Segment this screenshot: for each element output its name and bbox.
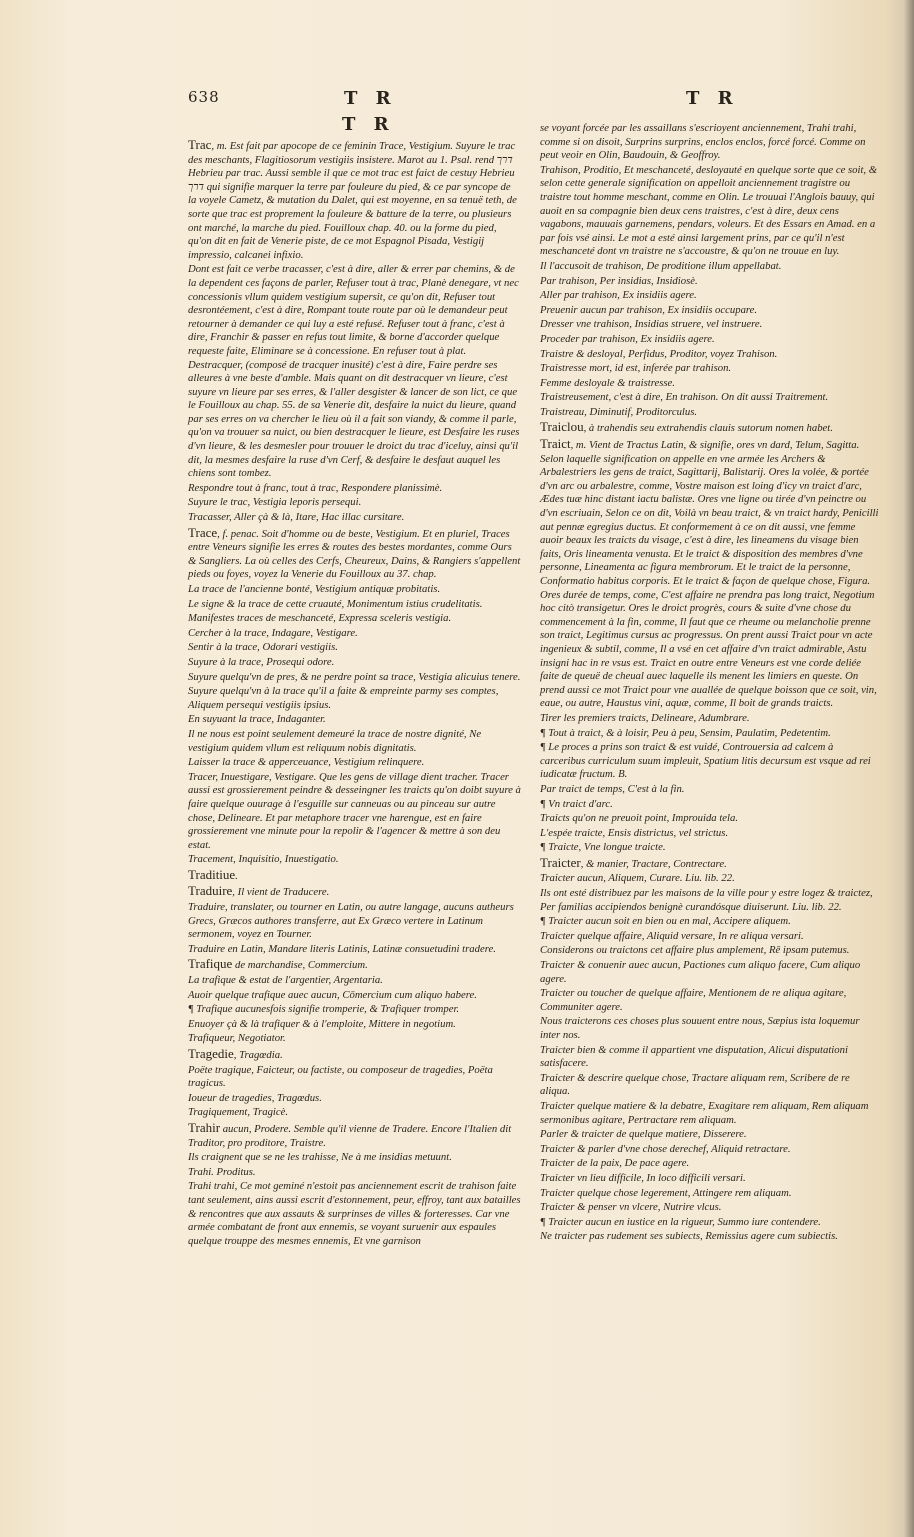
- entry-text: Par traict de temps, C'est à la fin.: [540, 782, 685, 795]
- entry-headword: Traicter: [540, 854, 581, 870]
- entry-text: Traicter & penser vn vlcere, Nutrire vlcus.: [540, 1201, 722, 1214]
- dictionary-entry: [540, 304, 880, 318]
- dictionary-entry: [540, 1172, 880, 1186]
- entry-text: Traicter quelque chose legerement, Attingere rem aliquam.: [540, 1186, 792, 1199]
- entry-headword: Trace: [188, 524, 218, 540]
- entry-text: Suyure quelqu'vn de pres, & ne perdre point sa trace, Vestigia alicuius tenere.: [188, 670, 521, 683]
- dictionary-entry: [540, 1015, 880, 1042]
- dictionary-entry: [540, 1072, 880, 1099]
- entry-text: Par trahison, Per insidias, Insidiosè.: [540, 274, 698, 287]
- dictionary-entry: [540, 841, 880, 855]
- entry-headword: Tragedie: [188, 1046, 234, 1061]
- entry-text: Traduire en Latin, Mandare literis Latinis, Latinæ consuetudini tradere.: [188, 942, 496, 955]
- entry-text: Ils ont esté distribuez par les maisons de la ville pour y estre logez & traictez, Per familias accipiendos benignè curandósque diuiserunt. Liu. lib. 22.: [540, 887, 873, 913]
- entry-text: Traistreau, Diminutif, Proditorculus.: [540, 405, 698, 418]
- dictionary-entry: [188, 771, 521, 853]
- dictionary-entry: [188, 957, 521, 973]
- dictionary-entry: [540, 1216, 880, 1230]
- entry-text: Il ne nous est point seulement demeuré la trace de nostre dignité, Ne vestigium quidem vllum est reliquum nobis dignitatis.: [188, 727, 482, 754]
- entry-text: Parler & traicter de quelque matiere, Disserere.: [540, 1128, 747, 1141]
- dictionary-entry: [188, 482, 521, 496]
- entry-text: Tirer les premiers traicts, Delineare, Adumbrare.: [540, 711, 750, 724]
- entry-text: Suyure quelqu'vn à la trace qu'il a faite & empreinte parmy ses comptes, Aliquem persequi vestigiis ipsius.: [188, 685, 499, 711]
- dictionary-entry: [540, 122, 880, 163]
- entry-text: Tragiquement, Tragicè.: [188, 1106, 289, 1119]
- entry-text: Le signe & la trace de cette cruauté, Monimentum istius crudelitatis.: [188, 597, 483, 610]
- entry-text: Manifestes traces de meschanceté, Expressa sceleris vestigia.: [188, 612, 452, 625]
- entry-text: Sentir à la trace, Odorari vestigiis.: [188, 641, 338, 654]
- entry-text: ¶ Traicter aucun en iustice en la rigueur, Summo iure contendere.: [540, 1215, 821, 1228]
- dictionary-entry: [188, 868, 521, 884]
- dictionary-entry: [188, 1151, 521, 1165]
- dictionary-entry: [188, 627, 521, 641]
- right-column: [540, 122, 880, 1245]
- entry-text: Ioueur de tragedies, Tragœdus.: [188, 1091, 322, 1104]
- dictionary-entry: [188, 138, 521, 262]
- dictionary-entry: [540, 727, 880, 741]
- dictionary-entry: [540, 944, 880, 958]
- dictionary-entry: [540, 348, 880, 362]
- entry-text: Tracer, Inuestigare, Vestigare. Que les gens de village dient tracher. Tracer aussi est grossierement peindre & desseingner les traicts qu'on doibt suyure à faire quelque ouurage à l'esguille sur canneuas ou au pinceau sur autre chose, Delineare. Et par metaphore tracer vne harengue, est en faire grossierement vne minute pour la repolir & l'agencer & mettre à son deu estat.: [188, 770, 521, 851]
- dictionary-entry: [540, 872, 880, 886]
- entry-headword: Traict: [540, 436, 571, 452]
- dictionary-entry: [188, 583, 521, 597]
- dictionary-entry: [540, 1230, 880, 1244]
- entry-text: Preuenir aucun par trahison, Ex insidiis occupare.: [540, 303, 758, 316]
- entry-text: Laisser la trace & apperceuance, Vestigium relinquere.: [188, 756, 425, 769]
- left-column: [188, 138, 521, 1249]
- entry-text: Tracement, Inquisitio, Inuestigatio.: [188, 853, 339, 866]
- entry-text: En suyuant la trace, Indaganter.: [188, 713, 326, 726]
- entry-text: ¶ Trafique aucunesfois signifie tromperie, & Trafiquer tromper.: [188, 1003, 460, 1016]
- dictionary-entry: [540, 437, 880, 711]
- entry-text: Dont est fait ce verbe tracasser, c'est à dire, aller & errer par chemins, & de la dependent ces façons de parler, Refuser tout à trac, Planè denegare, vt nec concessionis vllum quidem vestigium supersit, ce qu'on dit, Refuser tout desrontéement, c'est à dire, Rompant toute route par où le demandeur peut retourner à demander ce qui luy a esté refusé. Refuser tout à franc, c'est à dire, Franchir & passer en refus tout limite, & borne d'accorder quelque requeste faite, Eliminare se à concessione. En refuser tout à plat. Destracquer, (composé de tracquer inusité) c'est à dire, Faire perdre ses alleures à vne beste d'amble. Mais quant on dit destracquer vn lieure, c'est suyure vn lieure par ses erres, & l'aller desgister & lancer de son lict, ce que le Fouilloux au chap. 55. de sa Venerie dit, desfaire la nuict du lieure, quand par ses erres on va chercher le lieu où il a fait son viandy, & comme il parle, qu'on va trouuer sa nuict, ou bien destracquer le lieure, est Desfaire les ruses d'vn lieure, & les desmesler pour trouuer le droict du trac d'iceluy, ainsi qu'il dit, la mesmes desfaire la ruse d'vn Cerf, & desfaire le desfaut auquel les chiens sont tombez.: [188, 263, 520, 480]
- entry-text: Trahi trahi, Ce mot geminé n'estoit pas anciennement escrit de trahison faite tant seulement, ains aussi escrit d'estonnement, peur, effroy, tant aux batailles & rencontres que aux assauts & surprinses de villes & forteresses. Car vne armée combatant de front aux ennemis, se voyant suruenir aux espaules quelque trouppe des mesmes ennemis, Et vne garnison: [188, 1180, 521, 1247]
- dictionary-entry: [540, 362, 880, 376]
- dictionary-entry: [188, 884, 521, 900]
- dictionary-entry: [188, 901, 521, 942]
- dictionary-entry: [540, 289, 880, 303]
- dictionary-entry: [540, 318, 880, 332]
- dictionary-entry: [540, 420, 880, 436]
- dictionary-entry: [540, 798, 880, 812]
- entry-text: Aller par trahison, Ex insidiis agere.: [540, 289, 697, 302]
- entry-text: ¶ Tout à traict, & à loisir, Peu à peu, Sensim, Paulatim, Pedetentim.: [540, 726, 831, 739]
- dictionary-entry: [188, 713, 521, 727]
- dictionary-entry: [188, 1121, 521, 1150]
- dictionary-entry: [540, 164, 880, 259]
- entry-text: La trafique & estat de l'argentier, Argentaria.: [188, 974, 383, 987]
- section-head: T R: [342, 114, 395, 135]
- entry-text: ¶ Vn traict d'arc.: [540, 797, 613, 810]
- dictionary-entry: [188, 641, 521, 655]
- entry-text: , Il vient de Traducere.: [232, 886, 330, 899]
- dictionary-entry: [188, 511, 521, 525]
- dictionary-entry: [540, 1044, 880, 1071]
- entry-text: Suyure le trac, Vestigia leporis persequi.: [188, 496, 362, 509]
- dictionary-entry: [188, 853, 521, 867]
- entry-text: .: [235, 869, 238, 882]
- entry-text: Poëte tragique, Faicteur, ou factiste, ou composeur de tragedies, Poëta tragicus.: [188, 1063, 493, 1090]
- entry-text: Tracasser, Aller çà & là, Itare, Hac illac cursitare.: [188, 511, 405, 524]
- dictionary-entry: [188, 974, 521, 988]
- dictionary-entry: [540, 887, 880, 914]
- dictionary-entry: [188, 496, 521, 510]
- dictionary-entry: [540, 391, 880, 405]
- entry-text: Cercher à la trace, Indagare, Vestigare.: [188, 626, 358, 639]
- entry-text: , m. Est fait par apocope de ce feminin Trace, Vestigium. Suyure le trac des meschants, Flagitiosorum vestigiis insistere. Marot au 1. Psal. rend דרך Hebrieu par trac. Aussi semble il que ce mot trac est faict de cestuy Hebrieu דרך qui signifie marquer la terre par fouleure du pied, & ce par syncope de la voyele Cametz, & mutation du Dalet, qui est moyenne, en sa tenuë teth, de sorte que trac est proprement la fouleure & batture de la terre, ou plusieurs ont marché, la marche du pied. Fouilloux chap. 40. ou la forme du pied, qu'on dit en fait de Venerie piste, de ce mot Espagnol Pisada, Vestigij impressio, calcanei infixio.: [188, 140, 517, 261]
- dictionary-entry: [540, 987, 880, 1014]
- dictionary-entry: [540, 959, 880, 986]
- dictionary-entry: [540, 260, 880, 274]
- dictionary-entry: [540, 1187, 880, 1201]
- dictionary-entry: [540, 1128, 880, 1142]
- entry-text: Dresser vne trahison, Insidias struere, vel instruere.: [540, 318, 763, 331]
- entry-text: Traicter quelque matiere & la debatre, Exagitare rem aliquam, Rem aliquam sermonibus agitare, Pertractare rem aliquam.: [540, 1099, 869, 1126]
- dictionary-entry: [188, 671, 521, 685]
- entry-headword: Trafique: [188, 956, 233, 972]
- entry-text: Femme desloyale & traistresse.: [540, 376, 675, 389]
- entry-text: Traicter vn lieu difficile, In loco difficili versari.: [540, 1171, 746, 1184]
- running-head-left: T R: [344, 88, 397, 109]
- entry-text: Enuoyer çà & là trafiquer & à l'emploite, Mittere in negotium.: [188, 1017, 456, 1030]
- entry-text: Traicter & conuenir auec aucun, Pactiones cum aliquo facere, Cum aliquo agere.: [540, 959, 861, 985]
- dictionary-entry: [540, 1143, 880, 1157]
- entry-text: Traicts qu'on ne preuoit point, Improuida tela.: [540, 812, 739, 825]
- running-head-right: T R: [686, 88, 739, 109]
- dictionary-entry: [540, 783, 880, 797]
- dictionary-entry: [188, 263, 521, 481]
- entry-text: Traicter quelque affaire, Aliquid versare, In re aliqua versari.: [540, 929, 804, 942]
- entry-headword: Traduire: [188, 883, 233, 899]
- dictionary-entry: [540, 915, 880, 929]
- folio-number: 638: [188, 88, 220, 106]
- entry-text: Traistre & desloyal, Perfidus, Proditor, voyez Trahison.: [540, 347, 778, 360]
- dictionary-entry: [188, 989, 521, 1003]
- entry-text: Traicter & descrire quelque chose, Tractare aliquam rem, Scribere de re aliqua.: [540, 1071, 850, 1098]
- entry-headword: Trac: [188, 137, 212, 152]
- entry-headword: Traiclou: [540, 419, 584, 435]
- entry-text: Trahison, Proditio, Et meschanceté, desloyauté en quelque sorte que ce soit, & selon cette generale signification on appelloit anciennement tragistre ou traistre tout homme meschant, comme en Olin. Le trouuai l'Anglois bauuy, qui auoit en sa compagnie bien deux cens traistres, c'est à dire, deux cens vagabons, mauuais garnemens, pendars, voleurs. Et des Essars en Amad. en a par fois vsé ainsi. Le mot a esté ainsi largement prins, par ce qu'il n'est meschanceté dont vn traistre ne s'accoustre, & qu'on ne trouue en luy.: [540, 163, 878, 258]
- entry-text: Traicter & parler d'vne chose derechef, Aliquid retractare.: [540, 1142, 791, 1155]
- entry-text: Traicter ou toucher de quelque affaire, Mentionem de re aliqua agitare, Communiter agere.: [540, 987, 847, 1013]
- entry-text: , f. penac. Soit d'homme ou de beste, Vestigium. Et en pluriel, Traces entre Veneurs signifie les erres & routes des bestes mordantes, comme Ours & Sangliers. La où celles des Cerfs, Cheureux, Dains, & Rangiers s'appellent pieds ou foyes, voyez la Venerie du Fouilloux au 37. chap.: [188, 527, 521, 581]
- entry-headword: Trahir: [188, 1119, 221, 1135]
- entry-text: se voyant forcée par les assaillans s'escrioyent anciennement, Trahi trahi, comme si on disoit, Surprins surprins, enclos enclos, forcé forcé. Comme on peut veoir en Olin, Baudouin, & Geoffroy.: [540, 122, 866, 162]
- dictionary-entry: [188, 756, 521, 770]
- entry-text: ¶ Traicte, Vne longue traicte.: [540, 841, 666, 854]
- entry-text: Traduire, translater, ou tourner en Latin, ou autre langage, aucuns autheurs Grecs, Græcos authores transferre, aut Ex Græco vertere in Latinum sermonem, voyez en Tourner.: [188, 901, 514, 941]
- entry-text: Suyure à la trace, Prosequi odore.: [188, 655, 335, 668]
- dictionary-entry: [188, 1018, 521, 1032]
- dictionary-entry: [188, 943, 521, 957]
- entry-text: de marchandise, Commercium.: [232, 959, 368, 972]
- page-edge-shadow: [904, 0, 914, 1537]
- entry-text: Trahi. Proditus.: [188, 1165, 256, 1178]
- dictionary-entry: [188, 1106, 521, 1120]
- dictionary-entry: [540, 856, 880, 872]
- entry-text: ¶ Le proces a prins son traict & est vuidé, Controuersia ad calcem à carceribus curriculum suum impleuit, Spatium litis decursum est vsque ad rei iudicatæ fructum. B.: [540, 741, 871, 781]
- dictionary-entry: [540, 741, 880, 782]
- entry-text: , Tragœdia.: [233, 1049, 283, 1061]
- entry-text: , & manier, Tractare, Contrectare.: [580, 857, 727, 870]
- entry-text: Traicter aucun, Aliquem, Curare. Liu. lib. 22.: [540, 872, 735, 885]
- dictionary-entry: [540, 812, 880, 826]
- entry-text: Trafiqueur, Negotiator.: [188, 1032, 286, 1045]
- dictionary-entry: [540, 377, 880, 391]
- dictionary-entry: [188, 1092, 521, 1106]
- dictionary-entry: [540, 333, 880, 347]
- dictionary-entry: [188, 1032, 521, 1046]
- dictionary-entry: [188, 526, 521, 582]
- entry-text: Traicter de la paix, De pace agere.: [540, 1157, 690, 1170]
- entry-text: Traistreusement, c'est à dire, En trahison. On dit aussi Traitrement.: [540, 391, 829, 404]
- entry-text: L'espée traicte, Ensis districtus, vel strictus.: [540, 826, 729, 839]
- entry-text: , m. Vient de Tractus Latin, & signifie, ores vn dard, Telum, Sagitta. Selon laquelle signification on appelle en vne armée les Archers & Arbalestriers les gens de traict, Sagittarij, Balistarij. Ores la volée, & portée d'vn arc ou arbalestre, comme, Vostre maison est loing d'icy vn traict d'arc, Ædes tuæ hinc distant iactu balistæ. Ores vne ligne ou tirée d'vn peinctre ou d'vn escriuain, Selon ce on dit, Voilà vn beau traict, & vn traict hardy, Penicilli aut pennæ egregius ductus. Et conformement à ce on dit aussi, vne femme auoir beaux les traicts du visage, c'est à dire, les lineamens du visage bien faits, Oris lineamenta venusta. Et le traict & disposition des membres d'vne personne, Lineamenta ac figura membrorum. Et le traict de la personne, Conformatio habitus corporis. Et le traict & façon de quelque chose, Figura. Ores durée de temps, come, C'est affaire ne prendra pas long traict, Negotium hoc citò transigetur. Ores le droict progrès, cours & suite d'vne chose du commencement à la fin, comme, Il faut que ce rheume ou melancholie prenne son traict, Legitimus cursus ac progressus. On prent aussi Traict pour vn acte ingenieux & subtil, comme, Il a vsé en cet affaire d'vn traict admirable, Astu insigni hac in re vsus est. Traict en outre entre Veneurs est vne corde deliée faite de queuë de cheual auec laquelle ils menent les limiers en queste. On prend aussi ce mot Traict pour vne auallée de quelque boisson que ce soit, vin, eaue, ou autre, Haustus vini, aquæ, comme, Il boit de grands traicts.: [540, 439, 879, 710]
- dictionary-entry: [188, 1047, 521, 1063]
- entry-text: Ils craignent que se ne les trahisse, Ne à me insidias metuunt.: [188, 1151, 452, 1164]
- entry-text: aucun, Prodere. Semble qu'il vienne de Tradere. Encore l'Italien dit Traditor, pro proditore, Traistre.: [188, 1122, 512, 1149]
- dictionary-entry: [540, 930, 880, 944]
- entry-text: Auoir quelque trafique auec aucun, Cōmercium cum aliquo habere.: [188, 988, 477, 1001]
- dictionary-entry: [188, 1180, 521, 1248]
- entry-text: La trace de l'ancienne bonté, Vestigium antiquæ probitatis.: [188, 583, 441, 595]
- entry-text: Traicter bien & comme il appartient vne disputation, Alicui disputationi satisfacere.: [540, 1043, 848, 1070]
- dictionary-entry: [188, 1166, 521, 1180]
- entry-text: Ne traicter pas rudement ses subiects, Remissius agere cum subiectis.: [540, 1230, 838, 1243]
- dictionary-entry: [188, 1064, 521, 1091]
- dictionary-entry: [188, 598, 521, 612]
- dictionary-entry: [540, 1100, 880, 1127]
- dictionary-entry: [188, 612, 521, 626]
- entry-headword: Traditiue: [188, 866, 236, 882]
- dictionary-entry: [540, 1201, 880, 1215]
- entry-text: Respondre tout à franc, tout à trac, Respondere planissimè.: [188, 481, 443, 494]
- dictionary-entry: [540, 712, 880, 726]
- dictionary-entry: [540, 1157, 880, 1171]
- entry-text: , à trahendis seu extrahendis clauis sutorum nomen habet.: [583, 422, 833, 435]
- entry-text: Considerons ou traictons cet affaire plus amplement, Rē ipsam putemus.: [540, 944, 850, 957]
- dictionary-entry: [188, 656, 521, 670]
- entry-text: Traistresse mort, id est, inferée par trahison.: [540, 362, 732, 375]
- dictionary-entry: [188, 728, 521, 755]
- dictionary-entry: [188, 685, 521, 712]
- dictionary-entry: [540, 406, 880, 420]
- entry-text: Proceder par trahison, Ex insidiis agere.: [540, 332, 715, 345]
- dictionary-entry: [540, 827, 880, 841]
- dictionary-entry: [188, 1003, 521, 1017]
- entry-text: Nous traicterons ces choses plus souuent entre nous, Sæpius ista loquemur inter nos.: [540, 1015, 860, 1041]
- entry-text: Il l'accusoit de trahison, De proditione illum appellabat.: [540, 259, 782, 272]
- dictionary-entry: [540, 275, 880, 289]
- entry-text: ¶ Traicter aucun soit en bien ou en mal, Accipere aliquem.: [540, 915, 791, 928]
